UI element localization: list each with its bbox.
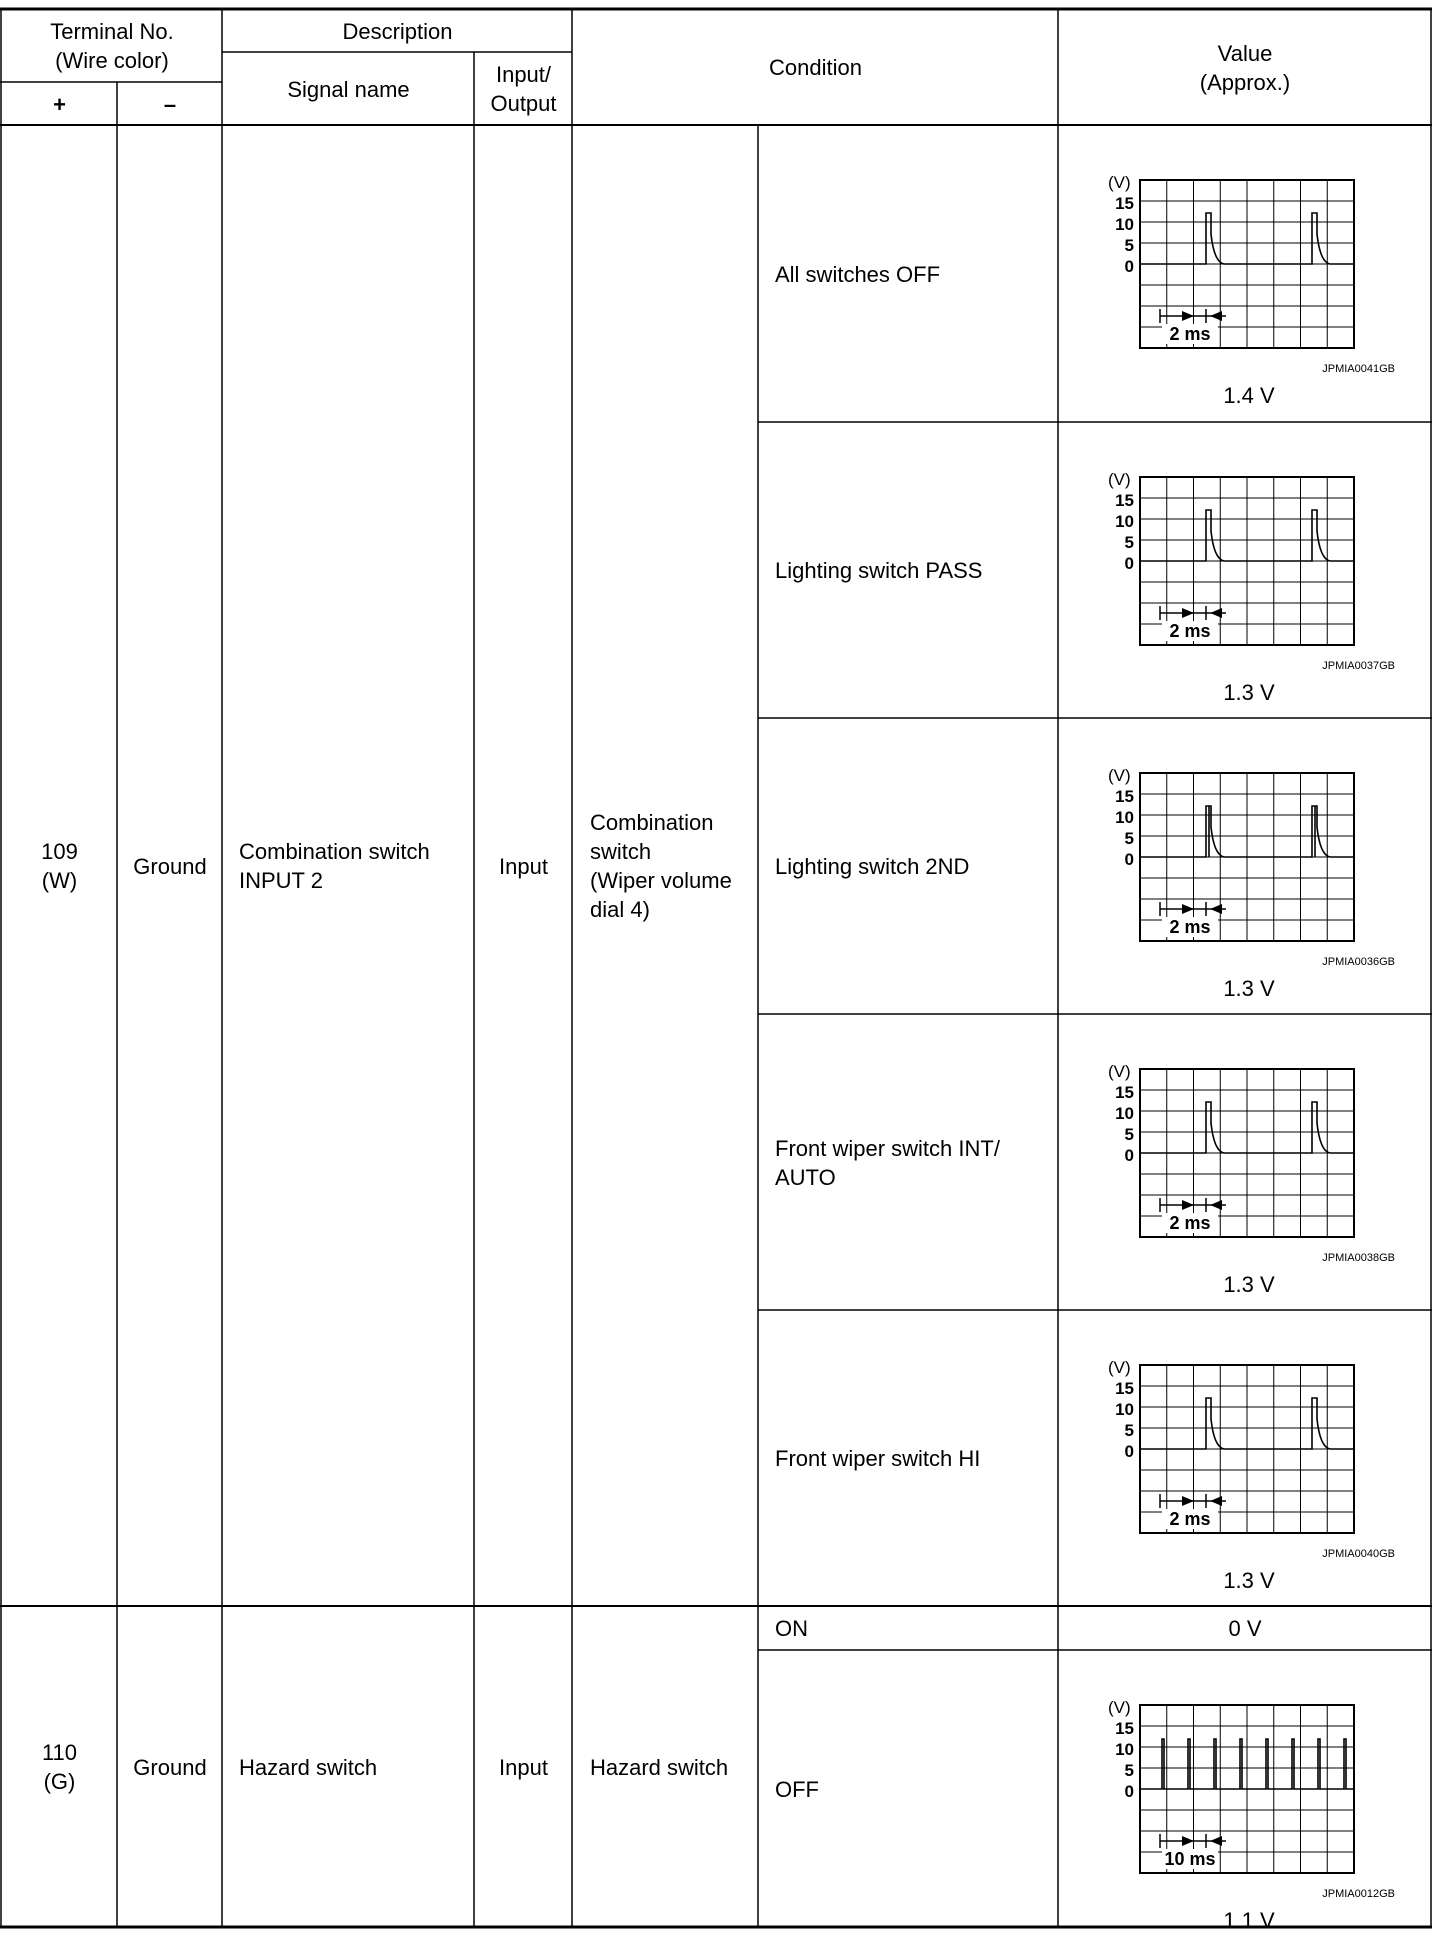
axis-tick: 5	[1124, 1125, 1134, 1144]
axis-tick: 15	[1115, 787, 1134, 806]
header-input-output	[475, 53, 572, 125]
input-output: Input	[499, 1754, 548, 1780]
figure-code: JPMIA0037GB	[1322, 660, 1395, 672]
terminal-110	[2, 1607, 117, 1927]
axis-unit: (V)	[1108, 470, 1131, 489]
axis-tick: 0	[1124, 850, 1134, 869]
header-condition: Condition	[769, 55, 862, 80]
axis-tick: 10	[1115, 1740, 1134, 1759]
time-marker-arrow	[1210, 904, 1222, 914]
axis-tick: 0	[1124, 1146, 1134, 1165]
sub-condition: Lighting switch 2ND	[775, 854, 970, 879]
axis-tick: 5	[1124, 1421, 1134, 1440]
header-minus: –	[163, 91, 177, 117]
waveform-scope	[1059, 1015, 1431, 1311]
time-label: 2 ms	[1169, 1509, 1211, 1529]
condition-line: switch	[590, 839, 652, 864]
time-marker-arrow	[1210, 1836, 1222, 1846]
axis-unit: (V)	[1108, 1062, 1131, 1081]
header-io-line2: Output	[490, 91, 557, 116]
figure-code: JPMIA0041GB	[1322, 363, 1395, 375]
sub-value: 1.3 V	[1223, 1272, 1275, 1297]
header-plus: +	[53, 91, 66, 117]
signal-name-line1: Combination switch	[239, 839, 430, 864]
time-marker-arrow	[1210, 311, 1222, 321]
figure-code: JPMIA0040GB	[1322, 1548, 1395, 1560]
axis-tick: 10	[1115, 808, 1134, 827]
condition-main	[590, 126, 758, 1606]
time-marker-arrow	[1210, 608, 1222, 618]
time-marker-arrow	[1182, 311, 1194, 321]
sub-value: 0 V	[1228, 1616, 1262, 1641]
minus-terminal: Ground	[133, 853, 207, 879]
axis-unit: (V)	[1108, 1698, 1131, 1717]
axis-tick: 0	[1124, 257, 1134, 276]
axis-tick: 5	[1124, 1761, 1134, 1780]
axis-tick: 0	[1124, 1442, 1134, 1461]
wire-color: (G)	[43, 1769, 76, 1794]
sub-condition: ON	[775, 1616, 808, 1641]
time-marker-arrow	[1182, 1200, 1194, 1210]
axis-tick: 10	[1115, 512, 1134, 531]
sub-condition: Front wiper switch HI	[775, 1446, 981, 1471]
axis-tick: 15	[1115, 1719, 1134, 1738]
header-value-line1: Value	[1217, 40, 1273, 66]
header-terminal-no	[2, 10, 222, 82]
signal-name	[239, 126, 474, 1606]
terminal-109	[2, 126, 117, 1606]
figure-code: JPMIA0012GB	[1322, 1888, 1395, 1900]
condition-line: dial 4)	[590, 897, 650, 922]
condition-line: (Wiper volume	[590, 868, 732, 893]
time-marker-arrow	[1182, 608, 1194, 618]
sub-value: 1.1 V	[1223, 1908, 1275, 1933]
wire-color: (W)	[41, 868, 78, 893]
axis-tick: 5	[1124, 533, 1134, 552]
axis-tick: 10	[1115, 1400, 1134, 1419]
axis-tick: 10	[1115, 215, 1134, 234]
axis-tick: 15	[1115, 1083, 1134, 1102]
sub-value: 1.4 V	[1223, 383, 1275, 408]
minus-terminal: Ground	[133, 1754, 207, 1780]
figure-code: JPMIA0036GB	[1322, 956, 1395, 968]
header-value	[1059, 10, 1431, 125]
terminal-number: 109	[41, 839, 78, 864]
time-label: 2 ms	[1169, 324, 1211, 344]
condition-line: Combination	[590, 810, 714, 835]
waveform-scope	[1059, 1651, 1431, 1947]
time-label: 10 ms	[1164, 1849, 1216, 1869]
time-marker-arrow	[1210, 1200, 1222, 1210]
axis-tick: 15	[1115, 1379, 1134, 1398]
time-marker-arrow	[1210, 1496, 1222, 1506]
header-signal-name: Signal name	[287, 76, 410, 102]
sub-value: 1.3 V	[1223, 680, 1275, 705]
figure-code: JPMIA0038GB	[1322, 1252, 1395, 1264]
time-label: 2 ms	[1169, 917, 1211, 937]
axis-tick: 5	[1124, 829, 1134, 848]
axis-tick: 10	[1115, 1104, 1134, 1123]
waveform-scope	[1059, 1311, 1431, 1607]
header-terminal-label: Terminal No.	[50, 19, 174, 44]
axis-tick: 0	[1124, 1782, 1134, 1801]
sub-condition: OFF	[775, 1776, 819, 1802]
axis-tick: 5	[1124, 236, 1134, 255]
waveform-scope	[1059, 719, 1431, 1015]
header-io-line1: Input/	[495, 62, 552, 87]
sub-value: 1.3 V	[1223, 976, 1275, 1001]
header-value-line2: (Approx.)	[1199, 69, 1291, 95]
sub-condition	[775, 1015, 1058, 1310]
condition-main: Hazard switch	[590, 1754, 729, 1780]
time-marker-arrow	[1182, 904, 1194, 914]
sub-condition-line: AUTO	[775, 1164, 836, 1190]
signal-name: Hazard switch	[239, 1754, 378, 1780]
sub-condition-line: Front wiper switch INT/	[775, 1135, 1000, 1161]
axis-tick: 15	[1115, 491, 1134, 510]
waveform-scope	[1059, 423, 1431, 719]
signal-name-line2: INPUT 2	[239, 868, 323, 893]
terminal-number: 110	[41, 1740, 78, 1765]
axis-tick: 0	[1124, 554, 1134, 573]
axis-unit: (V)	[1108, 1358, 1131, 1377]
sub-condition-line: Lighting switch PASS	[775, 558, 983, 583]
sub-condition: All switches OFF	[775, 261, 941, 287]
time-label: 2 ms	[1169, 1213, 1211, 1233]
input-output: Input	[499, 853, 548, 879]
time-marker-arrow	[1182, 1496, 1194, 1506]
time-marker-arrow	[1182, 1836, 1194, 1846]
axis-tick: 15	[1115, 194, 1134, 213]
sub-value: 1.3 V	[1223, 1568, 1275, 1593]
axis-unit: (V)	[1108, 173, 1131, 192]
waveform-scope	[1059, 126, 1431, 422]
time-label: 2 ms	[1169, 621, 1211, 641]
sub-condition	[775, 423, 1058, 718]
header-description: Description	[342, 18, 453, 44]
axis-unit: (V)	[1108, 766, 1131, 785]
header-wire-color-label: (Wire color)	[55, 48, 169, 73]
